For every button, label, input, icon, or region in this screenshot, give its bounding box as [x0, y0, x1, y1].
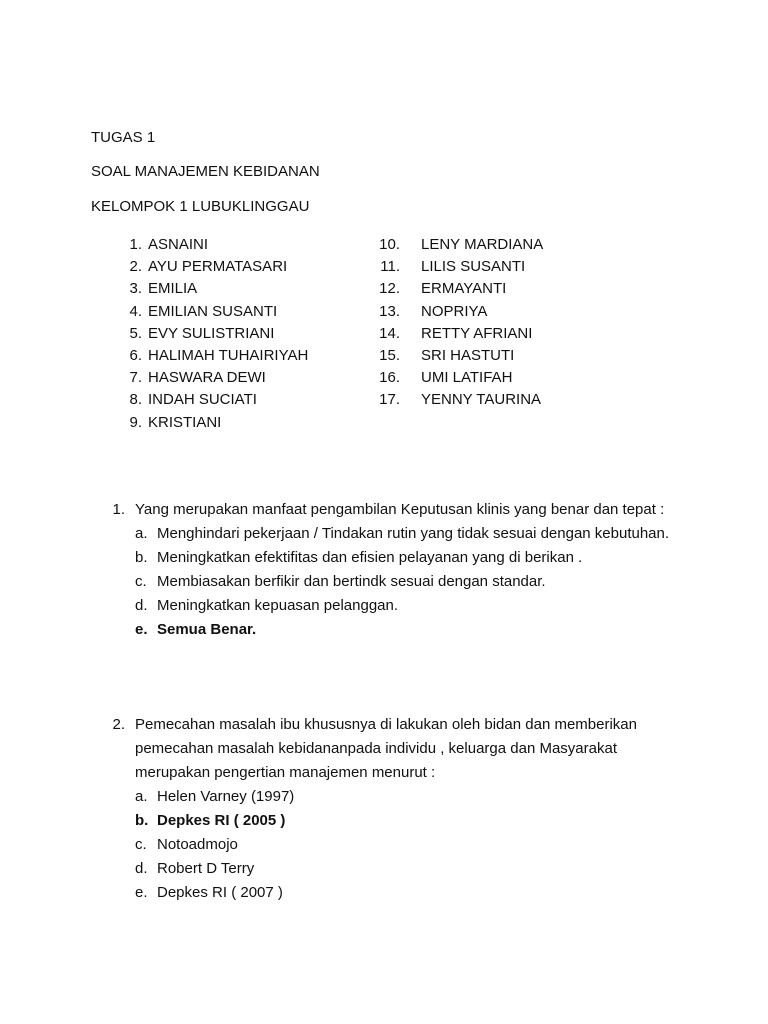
- member-number: 1.: [129, 236, 142, 253]
- member-name: YENNY TAURINA: [421, 391, 542, 409]
- member-name: EMILIAN SUSANTI: [148, 302, 278, 320]
- question-text: Pemecahan masalah ibu khususnya di lakukan oleh bidan dan memberikan pemecahan masalah kebidananpada individu , keluarga dan Masyarakat merupakan pengertian manajemen menurut :: [135, 716, 637, 781]
- member-name: NOPRIYA: [421, 302, 488, 320]
- member-number: 2.: [129, 258, 142, 276]
- answer-option: [135, 857, 670, 881]
- option-letter: d.: [135, 597, 148, 614]
- correct-answer-option: [135, 618, 670, 642]
- member-item: [110, 278, 308, 300]
- option-text: Meningkatkan kepuasan pelanggan.: [157, 597, 399, 614]
- member-name: LILIS SUSANTI: [421, 258, 526, 276]
- option-text: Notoadmojo: [157, 836, 238, 853]
- member-name: UMI LATIFAH: [421, 369, 513, 387]
- answer-option: [135, 785, 670, 809]
- member-item: [372, 256, 543, 278]
- option-letter: a.: [135, 788, 148, 805]
- option-text: Meningkatkan efektifitas dan efisien pelayanan yang di berikan .: [157, 549, 583, 566]
- member-name: LENY MARDIANA: [421, 236, 544, 253]
- option-letter: b.: [135, 549, 148, 566]
- member-number: 8.: [129, 391, 142, 409]
- subject-title: SOAL MANAJEMEN KEBIDANAN: [91, 163, 320, 180]
- answer-option: [135, 570, 670, 594]
- member-item: [372, 345, 543, 367]
- question-1: [110, 498, 670, 642]
- correct-answer-option: [135, 809, 670, 833]
- answer-option: [135, 594, 670, 618]
- member-item: [372, 278, 543, 300]
- member-number: 15.: [379, 347, 400, 365]
- member-item: [110, 389, 308, 411]
- option-letter: c.: [135, 573, 147, 590]
- member-name: KRISTIANI: [148, 413, 222, 431]
- option-letter: d.: [135, 860, 148, 877]
- member-number: 14.: [379, 324, 400, 342]
- member-item: [372, 367, 543, 389]
- option-text: Depkes RI ( 2007 ): [157, 884, 283, 901]
- member-name: INDAH SUCIATI: [148, 391, 257, 409]
- option-text: Membiasakan berfikir dan bertindk sesuai dengan standar.: [157, 573, 546, 590]
- member-number: 4.: [129, 302, 142, 320]
- group-title: KELOMPOK 1 LUBUKLINGGAU: [91, 198, 310, 215]
- member-item: [110, 234, 308, 256]
- member-item: [110, 412, 308, 434]
- member-item: [372, 389, 543, 411]
- answer-option: [135, 881, 670, 905]
- option-letter: a.: [135, 525, 148, 542]
- member-number: 5.: [129, 324, 142, 342]
- option-text: Menghindari pekerjaan / Tindakan rutin yang tidak sesuai dengan kebutuhan.: [157, 525, 670, 542]
- member-number: 12.: [379, 280, 400, 298]
- option-text: Helen Varney (1997): [157, 788, 295, 805]
- member-number: 9.: [129, 413, 142, 431]
- option-text: Robert D Terry: [157, 860, 255, 877]
- member-item: [110, 323, 308, 345]
- answer-option: [135, 546, 670, 570]
- assignment-title: TUGAS 1: [91, 129, 156, 146]
- member-name: ASNAINI: [148, 236, 209, 253]
- member-item: [372, 323, 543, 345]
- member-name: EMILIA: [148, 280, 198, 298]
- member-name: SRI HASTUTI: [421, 347, 515, 365]
- option-text: Semua Benar.: [157, 621, 257, 638]
- member-number: 7.: [129, 369, 142, 387]
- member-name: HASWARA DEWI: [148, 369, 266, 387]
- question-text: Yang merupakan manfaat pengambilan Keputusan klinis yang benar dan tepat :: [135, 501, 665, 518]
- option-letter: b.: [135, 812, 149, 829]
- member-list-right: [372, 234, 543, 412]
- question-number: 2.: [112, 716, 125, 733]
- member-number: 13.: [379, 302, 400, 320]
- member-item: [110, 256, 308, 278]
- member-number: 17.: [379, 391, 400, 409]
- option-letter: e.: [135, 621, 148, 638]
- member-number: 6.: [129, 347, 142, 365]
- answer-option: [135, 833, 670, 857]
- option-letter: e.: [135, 884, 148, 901]
- member-number: 11.: [380, 258, 400, 276]
- member-item: [372, 301, 543, 323]
- member-name: AYU PERMATASARI: [148, 258, 288, 276]
- member-name: EVY SULISTRIANI: [148, 324, 275, 342]
- member-number: 3.: [129, 280, 142, 298]
- member-item: [110, 345, 308, 367]
- member-item: [372, 234, 543, 256]
- member-number: 10.: [379, 236, 400, 253]
- member-name: ERMAYANTI: [421, 280, 507, 298]
- option-letter: c.: [135, 836, 147, 853]
- member-item: [110, 367, 308, 389]
- question-number: 1.: [112, 501, 125, 518]
- member-item: [110, 301, 308, 323]
- answer-option: [135, 522, 670, 546]
- member-name: RETTY AFRIANI: [421, 324, 533, 342]
- member-name: HALIMAH TUHAIRIYAH: [148, 347, 309, 365]
- member-list-left: [110, 234, 308, 434]
- option-text: Depkes RI ( 2005 ): [157, 812, 286, 829]
- question-2: [110, 713, 670, 905]
- member-number: 16.: [379, 369, 400, 387]
